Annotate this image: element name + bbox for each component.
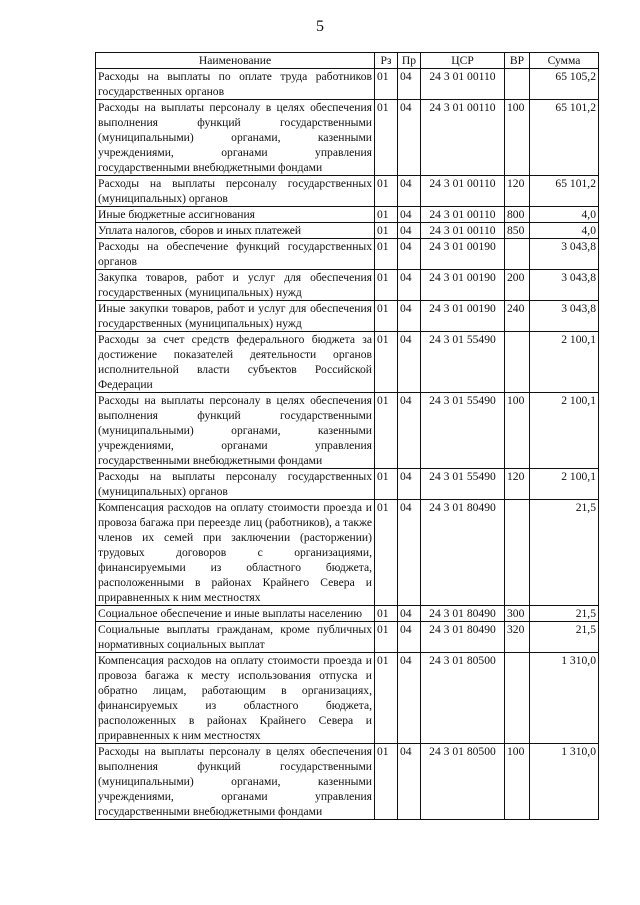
- rz-cell: 01: [375, 332, 398, 393]
- rz-cell: 01: [375, 69, 398, 100]
- header-sum: Сумма: [530, 53, 599, 69]
- table-header-row: [96, 53, 599, 69]
- sum-cell: 65 101,2: [530, 100, 599, 176]
- vr-cell: 240: [505, 301, 530, 332]
- pr-cell: 04: [398, 239, 421, 270]
- header-pr: Пр: [398, 53, 421, 69]
- table-row: [96, 653, 599, 744]
- header-csr: ЦСР: [421, 53, 505, 69]
- csr-cell: 24 3 01 00110: [421, 207, 505, 223]
- vr-cell: 850: [505, 223, 530, 239]
- pr-cell: 04: [398, 270, 421, 301]
- table-row: [96, 69, 599, 100]
- sum-cell: 3 043,8: [530, 239, 599, 270]
- name-cell: Расходы на обеспечение функций государственных органов: [96, 239, 375, 270]
- csr-cell: 24 3 01 55490: [421, 469, 505, 500]
- rz-cell: 01: [375, 239, 398, 270]
- csr-cell: 24 3 01 80490: [421, 622, 505, 653]
- name-cell: Уплата налогов, сборов и иных платежей: [96, 223, 375, 239]
- table-row: [96, 469, 599, 500]
- name-cell: Иные закупки товаров, работ и услуг для обеспечения государственных (муниципальных) нужд: [96, 301, 375, 332]
- table-row: [96, 100, 599, 176]
- rz-cell: 01: [375, 176, 398, 207]
- sum-cell: 65 105,2: [530, 69, 599, 100]
- pr-cell: 04: [398, 744, 421, 820]
- sum-cell: 21,5: [530, 500, 599, 606]
- csr-cell: 24 3 01 00110: [421, 69, 505, 100]
- table-row: [96, 744, 599, 820]
- sum-cell: 21,5: [530, 622, 599, 653]
- sum-cell: 65 101,2: [530, 176, 599, 207]
- name-cell: Расходы на выплаты персоналу в целях обеспечения выполнения функций государственными (муниципальными) органами, казенными учреждениями, органами управления государственными внебюджетными фондами: [96, 100, 375, 176]
- pr-cell: 04: [398, 100, 421, 176]
- name-cell: Компенсация расходов на оплату стоимости проезда и провоза багажа к месту использования отпуска и обратно лицам, работающим в организациях, финансируемых из областного бюджета, расположенных в районах Крайнего Севера и приравненных к ним местностях: [96, 653, 375, 744]
- pr-cell: 04: [398, 469, 421, 500]
- table-row: [96, 207, 599, 223]
- csr-cell: 24 3 01 00190: [421, 270, 505, 301]
- page-number: 5: [316, 18, 324, 35]
- csr-cell: 24 3 01 00110: [421, 176, 505, 207]
- sum-cell: 21,5: [530, 606, 599, 622]
- vr-cell: [505, 69, 530, 100]
- table-row: [96, 223, 599, 239]
- pr-cell: 04: [398, 393, 421, 469]
- rz-cell: 01: [375, 744, 398, 820]
- table-row: [96, 270, 599, 301]
- sum-cell: 2 100,1: [530, 469, 599, 500]
- name-cell: Расходы на выплаты персоналу в целях обеспечения выполнения функций государственными (муниципальными) органами, казенными учреждениями, органами управления государственными внебюджетными фондами: [96, 744, 375, 820]
- vr-cell: [505, 500, 530, 606]
- csr-cell: 24 3 01 00110: [421, 223, 505, 239]
- rz-cell: 01: [375, 500, 398, 606]
- table-row: [96, 606, 599, 622]
- table-row: [96, 176, 599, 207]
- sum-cell: 4,0: [530, 207, 599, 223]
- table-row: [96, 500, 599, 606]
- csr-cell: 24 3 01 80490: [421, 606, 505, 622]
- vr-cell: 800: [505, 207, 530, 223]
- rz-cell: 01: [375, 270, 398, 301]
- rz-cell: 01: [375, 469, 398, 500]
- csr-cell: 24 3 01 55490: [421, 332, 505, 393]
- vr-cell: 120: [505, 469, 530, 500]
- sum-cell: 4,0: [530, 223, 599, 239]
- name-cell: Закупка товаров, работ и услуг для обеспечения государственных (муниципальных) нужд: [96, 270, 375, 301]
- header-vr: ВР: [505, 53, 530, 69]
- name-cell: Расходы на выплаты персоналу государственных (муниципальных) органов: [96, 176, 375, 207]
- table-row: [96, 301, 599, 332]
- csr-cell: 24 3 01 00110: [421, 100, 505, 176]
- table-body: [96, 69, 599, 820]
- sum-cell: 3 043,8: [530, 301, 599, 332]
- name-cell: Расходы за счет средств федерального бюджета за достижение показателей деятельности органов исполнительной власти субъектов Российской Федерации: [96, 332, 375, 393]
- name-cell: Социальные выплаты гражданам, кроме публичных нормативных социальных выплат: [96, 622, 375, 653]
- rz-cell: 01: [375, 622, 398, 653]
- pr-cell: 04: [398, 207, 421, 223]
- vr-cell: 200: [505, 270, 530, 301]
- name-cell: Компенсация расходов на оплату стоимости проезда и провоза багажа при переезде лиц (работников), а также членов их семей при заключении (расторжении) трудовых договоров с организациями, финансируемыми из областного бюджета, расположенными в районах Крайнего Севера и приравненных к ним местностях: [96, 500, 375, 606]
- vr-cell: 120: [505, 176, 530, 207]
- table-row: [96, 622, 599, 653]
- rz-cell: 01: [375, 301, 398, 332]
- rz-cell: 01: [375, 393, 398, 469]
- rz-cell: 01: [375, 223, 398, 239]
- rz-cell: 01: [375, 207, 398, 223]
- pr-cell: 04: [398, 500, 421, 606]
- sum-cell: 1 310,0: [530, 744, 599, 820]
- table-row: [96, 239, 599, 270]
- vr-cell: 300: [505, 606, 530, 622]
- name-cell: Расходы на выплаты персоналу в целях обеспечения выполнения функций государственными (муниципальными) органами, казенными учреждениями, органами управления государственными внебюджетными фондами: [96, 393, 375, 469]
- pr-cell: 04: [398, 622, 421, 653]
- rz-cell: 01: [375, 653, 398, 744]
- name-cell: Иные бюджетные ассигнования: [96, 207, 375, 223]
- vr-cell: [505, 653, 530, 744]
- csr-cell: 24 3 01 80500: [421, 744, 505, 820]
- csr-cell: 24 3 01 00190: [421, 301, 505, 332]
- sum-cell: 1 310,0: [530, 653, 599, 744]
- header-rz: Рз: [375, 53, 398, 69]
- vr-cell: 100: [505, 393, 530, 469]
- vr-cell: 100: [505, 744, 530, 820]
- header-name: Наименование: [96, 53, 375, 69]
- csr-cell: 24 3 01 55490: [421, 393, 505, 469]
- csr-cell: 24 3 01 00190: [421, 239, 505, 270]
- sum-cell: 3 043,8: [530, 270, 599, 301]
- table-row: [96, 332, 599, 393]
- budget-table: [95, 52, 599, 820]
- pr-cell: 04: [398, 176, 421, 207]
- vr-cell: 100: [505, 100, 530, 176]
- pr-cell: 04: [398, 69, 421, 100]
- vr-cell: [505, 239, 530, 270]
- pr-cell: 04: [398, 653, 421, 744]
- pr-cell: 04: [398, 301, 421, 332]
- csr-cell: 24 3 01 80490: [421, 500, 505, 606]
- vr-cell: 320: [505, 622, 530, 653]
- sum-cell: 2 100,1: [530, 393, 599, 469]
- rz-cell: 01: [375, 606, 398, 622]
- sum-cell: 2 100,1: [530, 332, 599, 393]
- rz-cell: 01: [375, 100, 398, 176]
- name-cell: Расходы на выплаты персоналу государственных (муниципальных) органов: [96, 469, 375, 500]
- name-cell: Социальное обеспечение и иные выплаты населению: [96, 606, 375, 622]
- vr-cell: [505, 332, 530, 393]
- csr-cell: 24 3 01 80500: [421, 653, 505, 744]
- pr-cell: 04: [398, 606, 421, 622]
- pr-cell: 04: [398, 332, 421, 393]
- name-cell: Расходы на выплаты по оплате труда работников государственных органов: [96, 69, 375, 100]
- table-row: [96, 393, 599, 469]
- pr-cell: 04: [398, 223, 421, 239]
